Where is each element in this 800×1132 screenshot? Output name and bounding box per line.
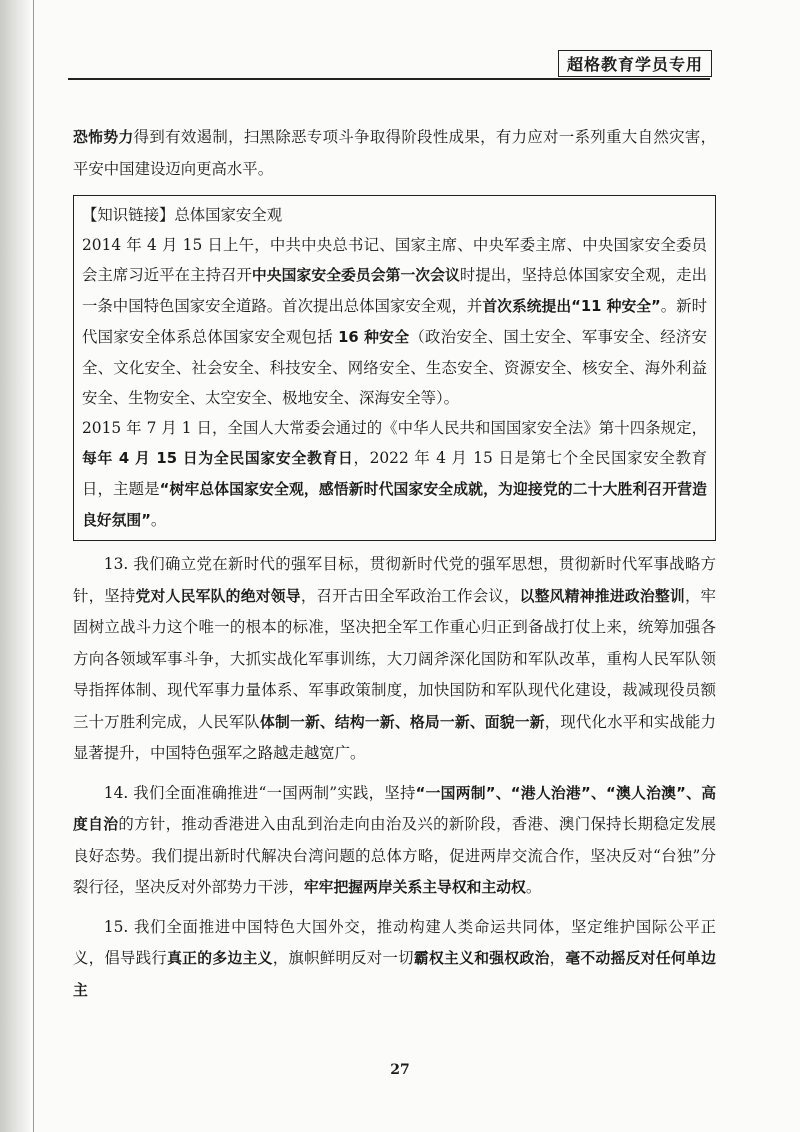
knowledge-box-paragraph-1: [82, 230, 707, 413]
item-15-paragraph: [73, 912, 716, 1007]
kb-p1-bold-3: 16 种安全: [338, 329, 410, 346]
item14-text-3: 。: [525, 878, 542, 896]
item-14-paragraph: [73, 778, 716, 904]
item13-text-3: ，牢固树立战斗力这个唯一的根本的标准，坚决把全军工作重心归正到备战打仗上来，统筹加强各方向各领域军事斗争，大抓实战化军事训练，大刀阔斧深化国防和军队改革，重构人民军队领导指挥体制、现代军事力量体系、军事政策制度，加快国防和军队现代化建设，裁减现役员额三十万胜利完成，人民军队: [73, 586, 716, 731]
kb-p1-text-1: 2014 年 4 月 15 日上午，中共中央总书记、国家主席、中央军委主席、中央国家安全委员会主席习近平在主持召开: [82, 236, 707, 284]
item13-text-4: ，现代化水平和实战能力显著提升，中国特色强军之路越走越宽广。: [73, 712, 716, 762]
item14-bold-1: “一国两制”、“港人治港”、“澳人治澳”、高度自治: [73, 784, 716, 833]
item13-bold-1: 党对人民军队的绝对领导: [135, 587, 301, 605]
item13-bold-3: 体制一新、结构一新、格局一新、面貌一新: [259, 713, 545, 731]
kb-p1-text-2: 时提出，坚持总体国家安全观，走出一条中国特色国家安全道路。首次提出总体国家安全观，并: [82, 266, 707, 315]
header-label: 超格教育学员专用: [558, 50, 712, 77]
spine-edge-line: [33, 0, 34, 1132]
kb-p1-bold-1: 中央国家安全委员会第一次会议: [251, 267, 460, 284]
item15-bold-2: 霸权主义和强权政治: [413, 950, 550, 967]
item15-bold-3: 毫不动摇反对任何单边主: [73, 950, 716, 999]
book-spine-shadow: [0, 0, 30, 1132]
item15-bold-1: 真正的多边主义: [167, 950, 273, 967]
kb-p2-bold-1: 每年 4 月 15 日为全民国家安全教育日: [82, 450, 354, 467]
intro-paragraph: [73, 122, 716, 185]
page-number: 27: [390, 1062, 410, 1078]
item15-text-2: ，旗帜鲜明反对一切: [272, 949, 414, 967]
item14-bold-2: 牢牢把握两岸关系主导权和主动权: [303, 879, 526, 896]
item13-bold-2: 以整风精神推进政治整训: [519, 587, 685, 605]
knowledge-box-title: 【知识链接】总体国家安全观: [82, 206, 283, 224]
kb-p1-bold-2: 首次系统提出“11 种安全”: [482, 298, 661, 315]
item14-text-2: 的方针，推动香港进入由乱到治走向由治及兴的新阶段，香港、澳门保持长期稳定发展良好态势。我们提出新时代解决台湾问题的总体方略，促进两岸交流合作，坚决反对“台独”分裂行径，坚决反对外部势力干涉，: [73, 815, 716, 896]
header-rule: [68, 78, 710, 80]
intro-bold: 恐怖势力: [73, 129, 134, 146]
item-13-paragraph: [73, 549, 716, 770]
item15-text-1: 15. 我们全面推进中国特色大国外交，推动构建人类命运共同体，坚定维护国际公平正义，倡导践行: [73, 917, 716, 967]
kb-p2-text-3: 。: [150, 511, 167, 529]
kb-p2-text-1: 2015 年 7 月 1 日，全国人大常委会通过的《中华人民共和国国家安全法》第十四条规定，: [82, 419, 707, 437]
kb-p1-text-4: （政治安全、国土安全、军事安全、经济安全、文化安全、社会安全、科技安全、网络安全、生态安全、资源安全、核安全、海外利益安全、生物安全、太空安全、极地安全、深海安全等）。: [82, 328, 707, 407]
item15-text-3: ，: [549, 949, 566, 967]
knowledge-link-box: [73, 195, 716, 541]
kb-p1-text-3: 。新时代国家安全体系总体国家安全观包括: [82, 297, 707, 346]
kb-p2-bold-2: “树牢总体国家安全观，感悟新时代国家安全成就，为迎接党的二十大胜利召开营造良好氛围”: [82, 481, 707, 529]
item13-text-1: 13. 我们确立党在新时代的强军目标，贯彻新时代党的强军思想，贯彻新时代军事战略方针，坚持: [73, 555, 716, 605]
knowledge-box-paragraph-2: [82, 413, 707, 536]
page-body: [73, 122, 716, 1006]
item14-text-1: 14. 我们全面准确推进“一国两制”实践，坚持: [103, 783, 416, 802]
kb-p2-text-2: ，2022 年 4 月 15 日是第七个全民国家安全教育日，主题是: [82, 449, 707, 498]
item13-text-2: ，召开古田全军政治工作会议，: [300, 586, 520, 605]
intro-text: 得到有效遏制，扫黑除恶专项斗争取得阶段性成果，有力应对一系列重大自然灾害，平安中国建设迈向更高水平。: [73, 128, 716, 178]
